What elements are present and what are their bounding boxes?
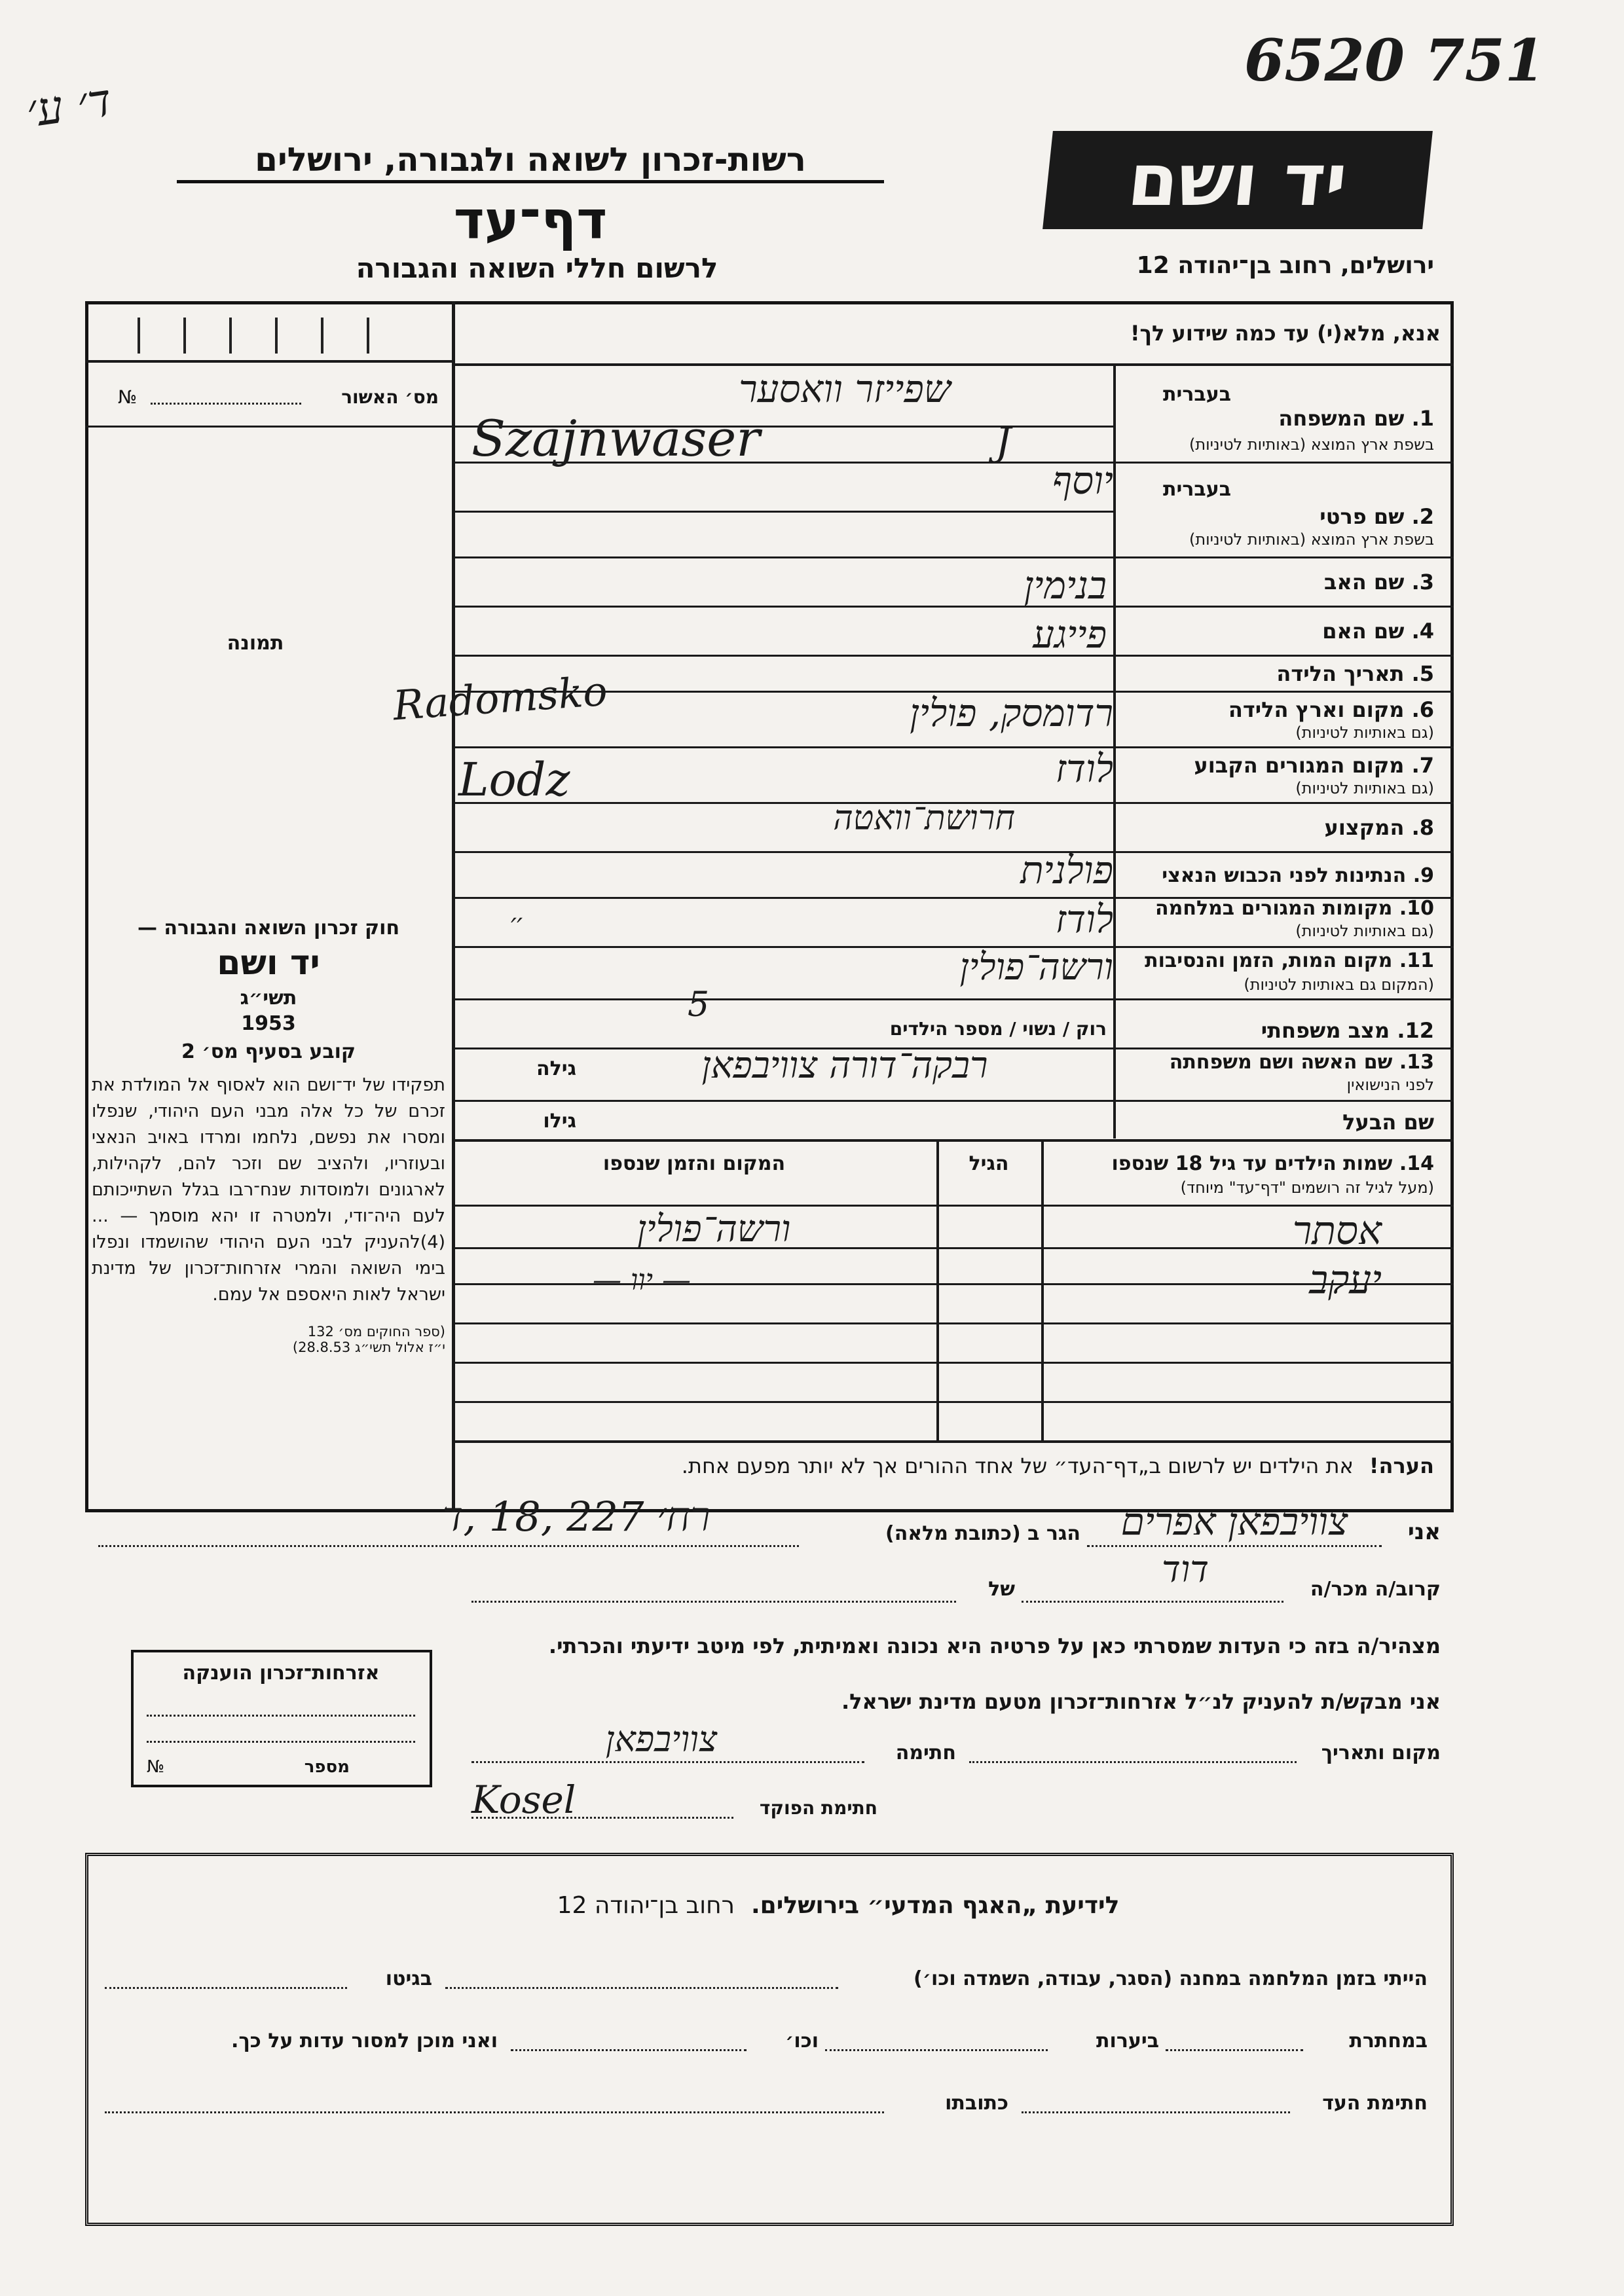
field2-num: 2. (1411, 504, 1434, 529)
field2-label (1238, 504, 1434, 529)
field7-name: מקום המגורים הקבוע (1194, 753, 1405, 778)
law-year: 1953 (241, 1012, 296, 1035)
approval-no-label: מס׳ האשור (341, 386, 439, 408)
law-name: יד ושם (217, 943, 320, 983)
field13-num: 13. (1399, 1051, 1434, 1074)
footer-line2-a: במחתרת (1349, 2030, 1428, 2052)
citizenship-box-title: אזרחות־זכרון הוענקה (182, 1662, 380, 1685)
field2-name: שם פרטי (1320, 504, 1405, 529)
birthplace-hebrew: רדומסק, פולין (910, 691, 1113, 735)
note-label: הערה! (1369, 1453, 1434, 1478)
field3-label (1238, 570, 1434, 594)
file-number: 6520 751 (1244, 26, 1545, 94)
field8-label (1238, 815, 1434, 840)
field12-name: מצב משפחתי (1261, 1018, 1390, 1043)
witness-signature: צוויבפאן (605, 1719, 718, 1760)
wartime-residence-ditto: ′′ (511, 913, 523, 943)
field10-num: 10. (1399, 897, 1434, 920)
field4-label (1238, 619, 1434, 644)
field1-sub: בשפת ארץ המוצא (באותיות לטיניות) (1189, 435, 1434, 454)
field7-sub: (גם באותיות לטיניות) (1295, 779, 1434, 797)
field12-num: 12. (1397, 1018, 1434, 1043)
witness-name: צוויבפאן אפרים (1120, 1499, 1348, 1544)
note (458, 1453, 1434, 1478)
field9-name: הנתינות לפני הכבוש הנאצי (1162, 864, 1407, 887)
husband-label: שם הבעל (1342, 1110, 1434, 1135)
field4-name: שם האם (1322, 619, 1405, 644)
request: אני מבקש/ת להעניק לנ״ל אזרחות־זכרון מטעם מדינת ישראל. (841, 1689, 1441, 1714)
husband-age-label: גילו (543, 1110, 576, 1133)
field3-name: שם האב (1323, 570, 1405, 594)
living-label: הגר ב (כתובת מלאה) (885, 1522, 1080, 1545)
citizenship-box (131, 1650, 432, 1787)
surname-hebrew: שפייזר וואסער (739, 367, 951, 411)
residence-hebrew: לודז (1055, 746, 1113, 791)
child-name-1: אסתר (1292, 1208, 1382, 1254)
father-name: בנימין (1024, 563, 1107, 608)
field9-label (1162, 864, 1434, 887)
wife-age-label: גילה (536, 1057, 576, 1080)
children-sub: (מעל לגיל זה רושמים "דף־עד" מיוחד) (1180, 1178, 1434, 1197)
footer-line3-b: כתובתו (945, 2092, 1008, 2115)
field5-label (1238, 661, 1434, 686)
wartime-residence: לודז (1055, 897, 1113, 941)
children-count: 5 (688, 985, 710, 1025)
law-clause: קובע בסעיף מס׳ 2 (181, 1040, 356, 1063)
law-year-heb: תשי״ג (240, 987, 297, 1010)
field8-name: המקצוע (1324, 815, 1405, 840)
logo-text: יד ושם (1124, 138, 1352, 222)
field11-name: מקום המות, הזמן והנסיבות (1145, 949, 1393, 972)
children-place-header: המקום והזמן שנספו (602, 1152, 786, 1175)
residence-latin: Lodz (458, 753, 570, 807)
field11-sub: (המקום גם באותיות לטיניות) (1244, 975, 1434, 994)
field1-num: 1. (1411, 406, 1434, 431)
field11-num: 11. (1399, 949, 1434, 972)
header-address: ירושלים, רחוב בן־יהודה 12 (1136, 252, 1434, 279)
children-age-header: הגיל (969, 1152, 1009, 1175)
authority-name: רשות-זכרון לשואה ולגבורה, ירושלים (177, 141, 884, 183)
field13-sub: לפני הנישואין (1346, 1076, 1434, 1094)
field1-name: שם המשפחה (1278, 406, 1405, 431)
statement: מצהיר/ה בזה כי העדות שמסרתי כאן על פרטיה היא נכונה ואמיתית, לפי מיטב ידיעתי והכרתי. (548, 1633, 1441, 1658)
field6-num: 6. (1411, 697, 1434, 722)
footer-line2-d: ואני מוכן למסור עדות על כך. (231, 2030, 498, 2052)
footer-line3-a: חתימת העד (1322, 2092, 1428, 2115)
field1-label (1238, 406, 1434, 431)
approval-no-sign: № (118, 386, 138, 408)
form-subtitle: לרשום חללי השואה והגבורה (356, 252, 718, 284)
i-label: אני (1407, 1519, 1441, 1545)
photo-label: תמונה (227, 632, 284, 655)
surname-latin: Szajnwaser (471, 409, 760, 467)
field5-num: 5. (1411, 661, 1434, 686)
intro-text: אנא, מלא(י) עד כמה שידוע לך! (1130, 321, 1441, 346)
death-place: ורשה־פולין (959, 946, 1113, 989)
approval-boxes (98, 318, 439, 354)
field7-label (1194, 753, 1434, 778)
field11-label (1120, 949, 1434, 972)
footer-address: רחוב בן־יהודה 12 (557, 1892, 735, 1919)
law-title: חוק זכרון השואה והגבורה — (137, 917, 400, 939)
field10-sub: (גם באותיות לטיניות) (1295, 922, 1434, 940)
first-name-hebrew: יוסף (1052, 458, 1113, 503)
field7-num: 7. (1411, 753, 1434, 778)
relation: דוד (1161, 1548, 1209, 1591)
of-label: של (988, 1578, 1015, 1601)
citizenship: פולנית (1020, 848, 1113, 892)
signature-label: חתימה (895, 1741, 956, 1764)
children-label (1054, 1152, 1434, 1175)
child-name-2: יעקב (1309, 1257, 1382, 1303)
child-place-1: ורשה־פולין (637, 1208, 791, 1250)
citizenship-number-label: מספר (304, 1757, 350, 1777)
field6-name: מקום וארץ הלידה (1228, 697, 1405, 722)
profession: חרושת־וואטה (833, 799, 1015, 838)
place-date-label: מקום ותאריך (1321, 1741, 1441, 1764)
law-text: תפקידו של יד־ושם הוא לאסוף אל המולדת את זכרם של כל אלה מבני העם היהודי, שנפלו ומסרו את נפשם, נלחמו ומרדו באויב הנאצי ובעוזריו, ולהציב שם וזכר להם, לקהילות, לארגונים ולמוסדות שנח־רבו בגלל השתייכותם לעם היה־ודי, ולמטרה זו יהא מוסמך — ...(4)להעניק לבני העם היהודי שהושמדו ונפלו בימי השואה והמרי אזרחות־זכרון של מדינת ישראל לאות היאספם אל עמם. (92, 1075, 445, 1305)
marital-options: רוק / נשוי / מספר הילדים (889, 1018, 1107, 1040)
wife-name: רבקה־דורה צוויבפאן (701, 1044, 988, 1087)
note-text: את הילדים יש לרשום ב„דף־העד״ של אחד ההורים אך לא יותר מפעם אחת. (681, 1453, 1354, 1478)
field10-name: מקומות המגורים במלחמה (1155, 897, 1393, 920)
first-name-latin: J (995, 419, 1012, 465)
birthplace-latin: Radomsko (391, 666, 609, 730)
children-num: 14. (1399, 1152, 1434, 1175)
footer-heading-text: לידיעת „האגף המדעי״ בירושלים. (751, 1892, 1120, 1919)
law-block (92, 917, 445, 1355)
relative-label: קרוב/ה מכר/ה (1310, 1578, 1441, 1601)
witness-address: רח׳ 227 ,18 ,ד (442, 1493, 710, 1540)
field6-sub: (גם באותיות לטיניות) (1295, 723, 1434, 742)
field6-label (1228, 697, 1434, 722)
footer-heading (498, 1892, 1179, 1919)
law-ref-1: (ספר החוקים מס׳ 132 (307, 1324, 445, 1339)
footer-line2-c: וכו׳ (785, 2030, 819, 2052)
officer-signature: Kosel (471, 1777, 576, 1822)
field2-heb-tag: בעברית (1163, 478, 1231, 501)
officer-label: חתימת הפוקד (759, 1797, 877, 1819)
field4-num: 4. (1411, 619, 1434, 644)
footer-line1-b: בגיטו (385, 1967, 432, 1990)
field13-name: שם האשה ושם משפחתה (1169, 1051, 1393, 1074)
field5-name: תאריך הלידה (1276, 661, 1405, 686)
field1-heb-tag: בעברית (1163, 383, 1231, 406)
field10-label (1120, 897, 1434, 920)
mother-name: פייגע (1033, 612, 1107, 657)
form-title: דף־עד (453, 190, 608, 251)
field9-num: 9. (1412, 864, 1434, 887)
footer-line2-b: ביערות (1096, 2030, 1159, 2052)
field8-num: 8. (1411, 815, 1434, 840)
approval-no-line[interactable] (151, 403, 301, 405)
field3-num: 3. (1411, 570, 1434, 594)
footer-line1-a: הייתי בזמן המלחמה במחנה (הסגר, עבודה, השמדה וכו׳) (913, 1967, 1428, 1990)
children-name: שמות הילדים עד גיל 18 שנספו (1111, 1152, 1393, 1175)
field2-sub: בשפת ארץ המוצא (באותיות לטיניות) (1189, 530, 1434, 549)
law-ref-2: י״ז אלול תשי״ג 28.8.53) (292, 1339, 445, 1355)
child-place-2: — יוו — (592, 1264, 692, 1297)
corner-mark: ד׳ ע׳ (22, 73, 115, 138)
citizenship-number-sign: № (147, 1757, 165, 1777)
field13-label (1120, 1051, 1434, 1074)
field12-label (1238, 1018, 1434, 1043)
yad-vashem-logo (1043, 131, 1433, 229)
